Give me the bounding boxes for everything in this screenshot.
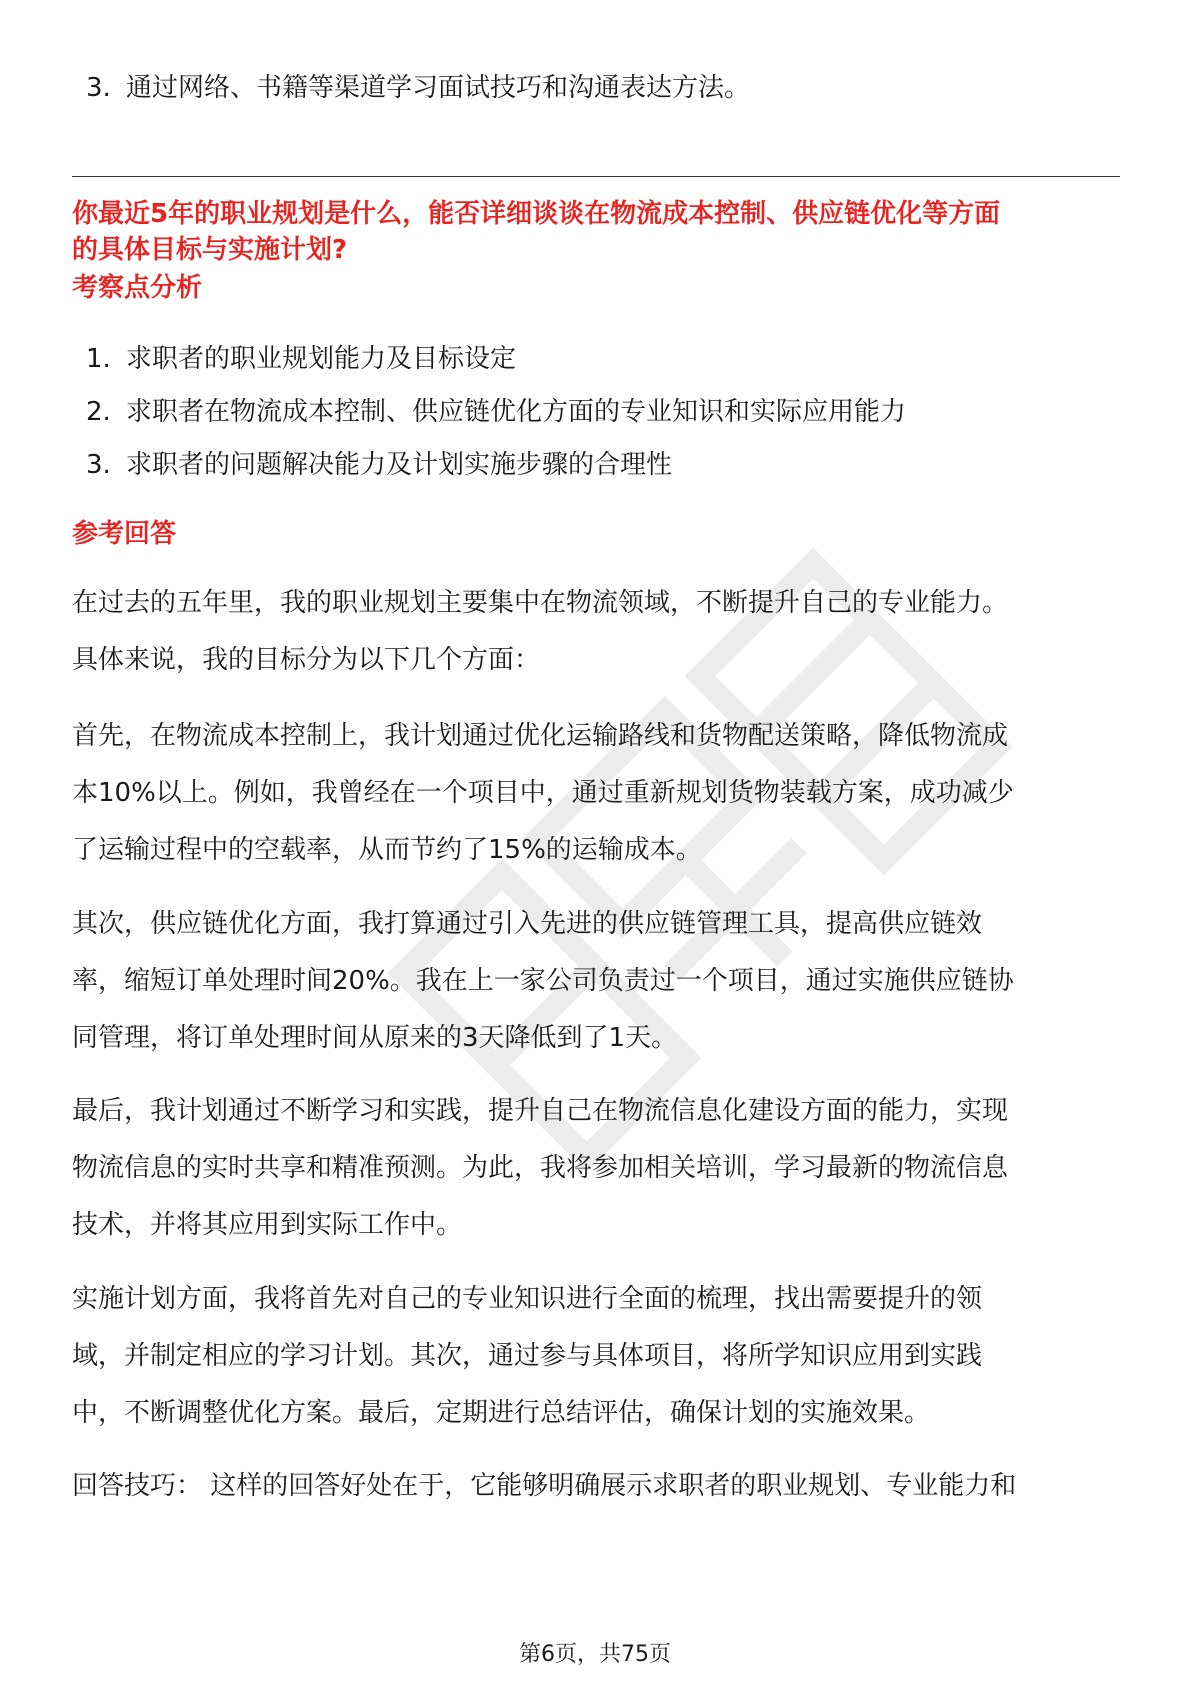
paragraph-line: 具体来说，我的目标分为以下几个方面： [72, 645, 541, 675]
paragraph-line: 率，缩短订单处理时间20%。我在上一家公司负责过一个项目，通过实施供应链协 [72, 966, 1014, 996]
paragraph-line: 最后，我计划通过不断学习和实践，提升自己在物流信息化建设方面的能力，实现 [72, 1096, 1009, 1126]
paragraph-line: 技术，并将其应用到实际工作中。 [72, 1210, 463, 1240]
section-divider [72, 176, 1120, 177]
answer-paragraph [72, 1271, 1122, 1442]
paragraph-line: 本10%以上。例如，我曾经在一个项目中，通过重新规划货物装载方案，成功减少 [72, 778, 1014, 808]
paragraph-line: 同管理，将订单处理时间从原来的3天降低到了1天。 [72, 1023, 678, 1053]
list-item-text: 求职者在物流成本控制、供应链优化方面的专业知识和实际应用能力 [126, 397, 907, 427]
answer-paragraph [72, 708, 1122, 879]
paragraph-line: 物流信息的实时共享和精准预测。为此，我将参加相关培训，学习最新的物流信息 [72, 1153, 1009, 1183]
answer-heading: 参考回答 [72, 519, 177, 549]
paragraph-line: 了运输过程中的空载率，从而节约了15%的运输成本。 [72, 835, 702, 865]
list-item-text: 求职者的职业规划能力及目标设定 [126, 344, 517, 374]
analysis-heading: 考察点分析 [72, 273, 203, 303]
paragraph-line: 其次，供应链优化方面，我打算通过引入先进的供应链管理工具，提高供应链效 [72, 909, 983, 939]
paragraph-line: 域，并制定相应的学习计划。其次，通过参与具体项目，将所学知识应用到实践 [72, 1341, 983, 1371]
paragraph-line: 在过去的五年里，我的职业规划主要集中在物流领域，不断提升自己的专业能力。 [72, 588, 1009, 618]
question-heading [72, 196, 1132, 268]
list-item [86, 341, 516, 377]
list-item [86, 70, 750, 106]
list-item-number: 1. [86, 344, 111, 374]
answer-paragraph [72, 896, 1122, 1067]
list-item [86, 394, 906, 430]
answer-paragraph [72, 1083, 1122, 1254]
list-item-text: 求职者的问题解决能力及计划实施步骤的合理性 [126, 450, 673, 480]
paragraph-line: 首先，在物流成本控制上，我计划通过优化运输路线和货物配送策略，降低物流成 [72, 721, 1009, 751]
paragraph-line: 中，不断调整优化方案。最后，定期进行总结评估，确保计划的实施效果。 [72, 1398, 931, 1428]
list-item-number: 3. [86, 73, 111, 103]
list-item-text: 通过网络、书籍等渠道学习面试技巧和沟通表达方法。 [126, 73, 751, 103]
list-item-number: 2. [86, 397, 111, 427]
answer-paragraph [72, 575, 1122, 689]
list-item-number: 3. [86, 450, 111, 480]
question-line: 你最近5年的职业规划是什么，能否详细谈谈在物流成本控制、供应链优化等方面 [72, 199, 1001, 229]
paragraph-line: 回答技巧： 这样的回答好处在于，它能够明确展示求职者的职业规划、专业能力和 [72, 1471, 1017, 1501]
paragraph-line: 实施计划方面，我将首先对自己的专业知识进行全面的梳理，找出需要提升的领 [72, 1284, 983, 1314]
list-item [86, 447, 672, 483]
answer-tip-paragraph [72, 1458, 1122, 1515]
question-line: 的具体目标与实施计划? [72, 235, 348, 265]
page-number: 第6页，共75页 [519, 1642, 671, 1667]
